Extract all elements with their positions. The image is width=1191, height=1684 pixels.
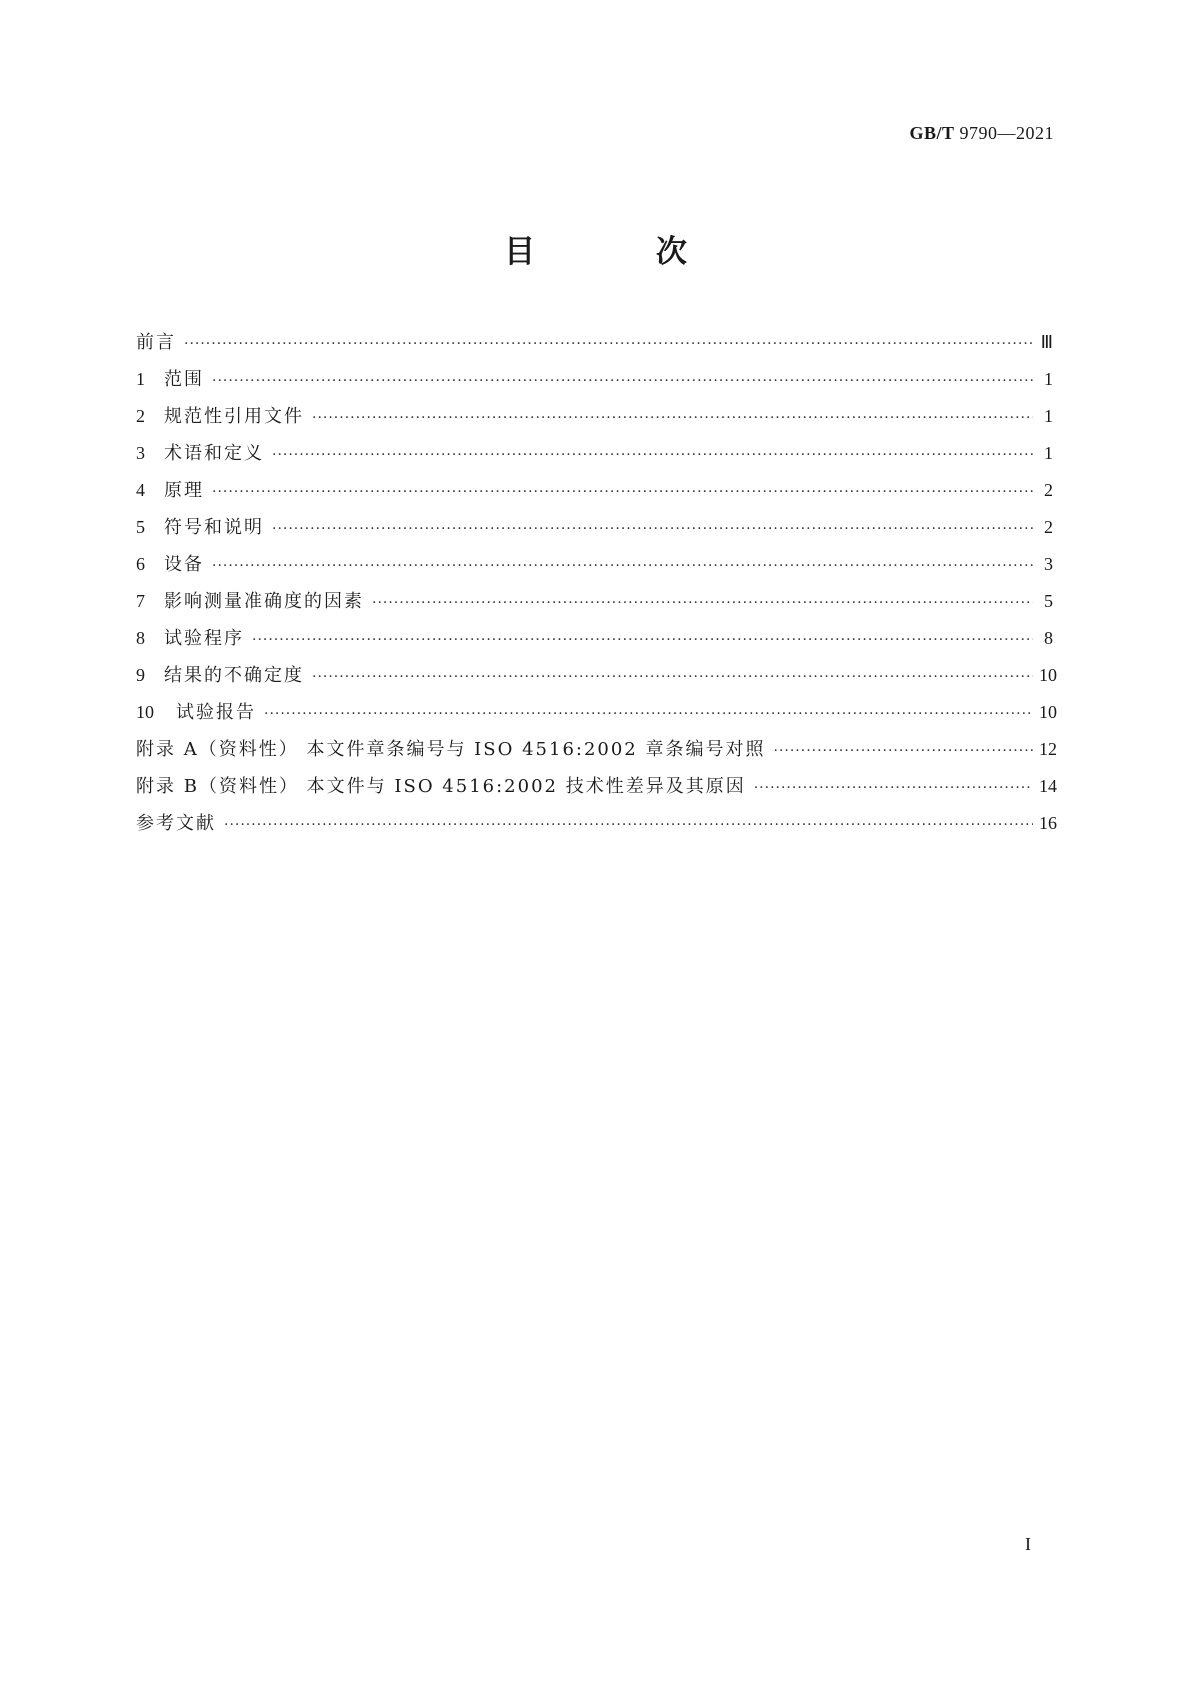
- toc-entry-title: 附录 B（资料性） 本文件与 ISO 4516:2002 技术性差异及其原因: [136, 776, 746, 797]
- toc-leader-dots: [272, 511, 1033, 548]
- toc-leader-dots: [312, 659, 1033, 696]
- toc-entry-number: 4: [136, 480, 145, 500]
- toc-entry-5[interactable]: [136, 509, 1053, 546]
- toc-entry-title: 设备: [164, 554, 204, 575]
- standard-prefix: GB/T: [909, 123, 955, 143]
- toc-entry-title: 结果的不确定度: [164, 665, 304, 686]
- toc-entry-title: 范围: [164, 369, 204, 390]
- toc-entry-9[interactable]: [136, 657, 1057, 694]
- toc-entry-10[interactable]: [136, 694, 1057, 731]
- toc-leader-dots: [252, 622, 1033, 659]
- toc-entry-page: 1: [1044, 406, 1053, 426]
- toc-entry-8[interactable]: [136, 620, 1053, 657]
- page-number: I: [1025, 1534, 1031, 1554]
- toc-leader-dots: [372, 585, 1033, 622]
- toc-entry-number: 7: [136, 591, 145, 611]
- toc-entry-title: 附录 A（资料性） 本文件章条编号与 ISO 4516:2002 章条编号对照: [136, 739, 766, 760]
- toc-entry-title: 试验程序: [164, 628, 244, 649]
- toc-entry-page: 16: [1039, 813, 1057, 833]
- toc-entry-page: 10: [1039, 702, 1057, 722]
- toc-entry-number: 8: [136, 628, 145, 648]
- toc-entry-2[interactable]: [136, 398, 1053, 435]
- toc-entry-title: 前言: [136, 332, 176, 353]
- toc-entry-page: 14: [1039, 776, 1057, 796]
- page-title: 目 次: [504, 234, 742, 270]
- toc-leader-dots: [272, 437, 1033, 474]
- toc-entry-3[interactable]: [136, 435, 1053, 472]
- toc-entry-page: 8: [1044, 628, 1053, 648]
- toc-entry-annex-b[interactable]: [136, 768, 1057, 805]
- toc-leader-dots: [212, 548, 1033, 585]
- toc-leader-dots: [774, 733, 1034, 770]
- toc-entry-page: 5: [1044, 591, 1053, 611]
- toc-leader-dots: [312, 400, 1033, 437]
- toc-entry-title: 影响测量准确度的因素: [164, 591, 364, 612]
- toc-entry-title: 原理: [164, 480, 204, 501]
- toc-entry-title: 术语和定义: [164, 443, 264, 464]
- toc-entry-number: 1: [136, 369, 145, 389]
- toc-entry-number: 10: [136, 702, 154, 722]
- toc-entry-title: 参考文献: [136, 813, 216, 834]
- toc-entry-4[interactable]: [136, 472, 1053, 509]
- toc-entry-number: 3: [136, 443, 145, 463]
- toc-entry-title: 符号和说明: [164, 517, 264, 538]
- toc-entry-annex-a[interactable]: [136, 731, 1057, 768]
- toc-entry-page: 1: [1044, 369, 1053, 389]
- toc-entry-page: 12: [1039, 739, 1057, 759]
- toc-leader-dots: [264, 696, 1033, 733]
- toc-leader-dots: [224, 807, 1033, 844]
- toc-entry-foreword[interactable]: [136, 324, 1053, 361]
- toc-entry-1[interactable]: [136, 361, 1053, 398]
- toc-leader-dots: [754, 770, 1033, 807]
- toc-entry-number: 9: [136, 665, 145, 685]
- toc-entry-page: 1: [1044, 443, 1053, 463]
- toc-entry-number: 6: [136, 554, 145, 574]
- toc-entry-page: 10: [1039, 665, 1057, 685]
- standard-number: 9790—2021: [959, 123, 1054, 143]
- standard-code: [909, 123, 1054, 144]
- toc-entry-7[interactable]: [136, 583, 1053, 620]
- toc-leader-dots: [212, 474, 1033, 511]
- toc-entry-number: 2: [136, 406, 145, 426]
- toc-entry-number: 5: [136, 517, 145, 537]
- table-of-contents: [136, 324, 1057, 842]
- toc-entry-page: 2: [1044, 517, 1053, 537]
- toc-entry-page: 3: [1044, 554, 1053, 574]
- toc-entry-page: Ⅲ: [1040, 332, 1053, 352]
- toc-entry-page: 2: [1044, 480, 1053, 500]
- toc-entry-bibliography[interactable]: [136, 805, 1057, 842]
- toc-leader-dots: [212, 363, 1033, 400]
- toc-leader-dots: [184, 326, 1033, 363]
- toc-entry-title: 试验报告: [176, 702, 256, 723]
- toc-entry-title: 规范性引用文件: [164, 406, 304, 427]
- toc-entry-6[interactable]: [136, 546, 1053, 583]
